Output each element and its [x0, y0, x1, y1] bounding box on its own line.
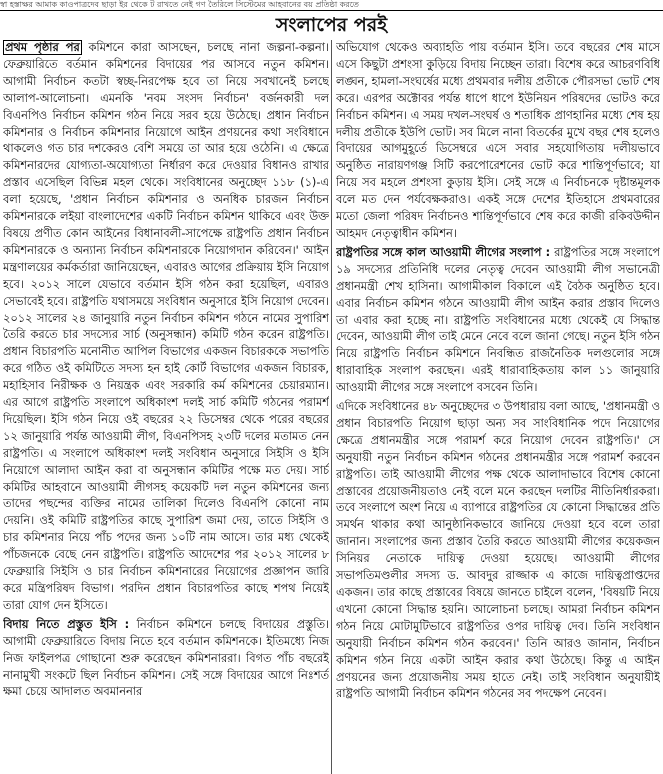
continuation-label[interactable]: প্রথম পৃষ্ঠার পর [5, 41, 80, 54]
paragraph-text: কমিশনে কারা আসছেন, চলছে নানা জল্পনা-কল্পনা। ফেব্রুয়ারিতে বর্তমান কমিশনের বিদায়ের পর আসবে নতুন কমিশন। আগামী নির্বাচন কতটা স্বচ্ছ-নিরপেক্ষ হবে তা নিয়ে সবখানেই চলছে আলাপ-আলোচনা। এমনকি 'নবম সংসদ নির্বাচন' বর্জনকারী দল বিএনপিও নির্বাচন কমিশন গঠন নিয়ে সরব হয়ে উঠেছে। প্রধান নির্বাচন কমিশনার ও নির্বাচন কমিশনার নিয়োগে আইন প্রণয়নের কথা সংবিধানে থাকলেও গত চার দশকেরও বেশি সময়ে তা আর হয়ে ওঠেনি। এ ক্ষেত্রে কমিশনারদের যোগ্যতা-অযোগ্যতা নির্ধারণ করে দেওয়ার বিধানও রাখার প্রস্তাব এসেছিল বিভিন্ন মহল থেকে। সংবিধানের অনুচ্ছেদ ১১৮ (১)-এ বলা হয়েছে, 'প্রধান নির্বাচন কমিশনার ও অনধিক চারজন নির্বাচন কমিশনারকে লইয়া বাংলাদেশের একটি নির্বাচন কমিশন থাকিবে এবং উক্ত বিষয়ে প্রণীত কোন আইনের বিধানাবলী-সাপেক্ষে রাষ্ট্রপতি প্রধান নির্বাচন কমিশনারকে ও অন্যান্য নির্বাচন কমিশনারকে নিয়োগদান করিবেন।' আইন মন্ত্রণালয়ের কর্মকর্তারা জানিয়েছেন, এবারও আগের প্রক্রিয়ায় ইসি নিয়োগ হবে। ২০১২ সালে যেভাবে বর্তমান ইসি গঠন করা হয়েছিল, এবারও সেভাবেই হবে। রাষ্ট্রপতি যথাসময়ে সংবিধান অনুসারে ইসি নিয়োগ দেবেন। ২০১২ সালের ২৪ জানুয়ারি নতুন নির্বাচন কমিশন গঠনে নামের সুপারিশ তৈরি করতে চার সদস্যের সার্চ (অনুসন্ধান) কমিটি গঠন করেন রাষ্ট্রপতি। প্রধান বিচারপতি মনোনীত আপিল বিভাগের একজন বিচারককে সভাপতি করে গঠিত ওই কমিটিতে সদস্য হন হাই কোর্ট বিভাগের একজন বিচারক, মহাহিসাব নিরীক্ষক ও নিয়ন্ত্রক এবং সরকারি কর্ম কমিশনের চেয়ারম্যান। এর আগে রাষ্ট্রপতি সংলাপে অধিকাংশ দলই সার্চ কমিটি গঠনের পরামর্শ দিয়েছিল। ইসি গঠন নিয়ে ওই বছরের ২২ ডিসেম্বর থেকে পরের বছরের ১২ জানুয়ারি পর্যন্ত আওয়ামী লীগ, বিএনপিসহ ২৩টি দলের মতামত নেন রাষ্ট্রপতি। এ সংলাপে অধিকাংশ দলই সংবিধান অনুসারে সিইসি ও ইসি নিয়োগে আলাদা আইন করা বা অনুসন্ধান কমিটির পক্ষে মত দেয়। সার্চ কমিটির আহবানে আওয়ামী লীগসহ কয়েকটি দল নতুন কমিশনের জন্য তাদের পছন্দের ব্যক্তির নামের তালিকা দিলেও বিএনপি কোনো নাম দেয়নি। ওই কমিটি রাষ্ট্রপতির কাছে সুপারিশ জমা দেয়, তাতে সিইসি ও চার কমিশনার নিয়ে পাঁচ পদের জন্য ১০টি নাম আসে। তার মধ্য থেকেই পাঁচজনকে বেছে নেন রাষ্ট্রপতি। রাষ্ট্রপতি আদেশের পর ২০১২ সালের ৮ ফেব্রুয়ারি সিইসি ও চার নির্বাচন কমিশনারের নিয়োগের প্রজ্ঞাপন জারি করে মন্ত্রিপরিষদ বিভাগ। পরদিন প্রধান বিচারপতির কাছে শপথ নিয়েই তারা যোগ দেন ইসিতে। [3, 41, 329, 612]
headline-rule [0, 10, 663, 11]
paragraph-ec-praise [336, 40, 660, 243]
previous-article-strip: স্বা হস্তাক্ষর আমাক কাওপাত্রদেব ছাড়া ইর থেকে ট রাখতে নেই গণ তৈরিলে সিস্টেমের আহবানের বয় প্রতিষ্ঠা করতে [0, 0, 359, 9]
paragraph-text: অভিযোগ থেকেও অব্যাহতি পায় বর্তমান ইসি। তবে বছরের শেষ মাসে এসে কিছুটা প্রশংসা কুড়িয়ে বিদায় নিচ্ছেন তারা। বিশেষ করে আচরণবিধি লঙ্ঘন, হামলা-সংঘর্ষের মধ্যে প্রথমবার দলীয় প্রতীকে পৌরসভা ভোট শেষ করে। এরপর অক্টোবর পর্যন্ত ধাপে ধাপে ইউনিয়ন পরিষদের ভোটও করে নির্বাচন কমিশন। এ সময় দখল-সংঘর্ষ ও শতাধিক প্রাণহানির মধ্যে শেষ হয় দলীয় প্রতীকে ইউপি ভোট। সব মিলে নানা বিতর্কের মুখে বছর শেষ হলেও বিদায়ের আগমুহূর্তে ডিসেম্বরে এসে সবার সহযোগিতায় দলীয়ভাবে অনুষ্ঠিত নারায়ণগঞ্জ সিটি করপোরেশনের ভোট করে শান্তিপূর্ণভাবে; যা নিয়ে সব মহলে প্রশংসা কুড়ায় ইসি। সেই সঙ্গে এ নির্বাচনকে দৃষ্টান্তমূলক বলে মত দেন পর্যবেক্ষকরাও। একই সঙ্গে দেশের ইতিহাসে প্রথমবারের মতো জেলা পরিষদ নির্বাচনও শান্তিপূর্ণভাবে শেষ করে কাজী রকিবউদ্দীন আহমদ নেতৃত্বাধীন কমিশন। [336, 41, 660, 240]
article-column-right [336, 40, 660, 774]
column-divider [331, 40, 332, 774]
subhead-president-dialogue: রাষ্ট্রপতির সঙ্গে কাল আওয়ামী লীগের সংলাপ : [336, 245, 551, 259]
subhead-ec-departure: বিদায় নিতে প্রস্তুত ইসি : [3, 617, 130, 631]
paragraph-continuation [3, 40, 329, 615]
paragraph-text: রাষ্ট্রপতির সঙ্গে সংলাপে ১৯ সদস্যের প্রতিনিধি দলের নেতৃত্ব দেবেন আওয়ামী লীগ সভানেত্রী প্রধানমন্ত্রী শেখ হাসিনা। আগামীকাল বিকালে এই বৈঠক অনুষ্ঠিত হবে। এবার নির্বাচন কমিশন গঠনে আওয়ামী লীগ আইন করার প্রস্তাব দিলেও তা এবার করা হচ্ছে না। রাষ্ট্রপতি সংবিধানের মধ্যে থেকেই যে সিদ্ধান্ত দেবেন, আওয়ামী লীগ তাই মেনে নেবে বলে জানা গেছে। নতুন ইসি গঠন নিয়ে রাষ্ট্রপতি নির্বাচন কমিশনে নিবন্ধিত রাজনৈতিক দলগুলোর সঙ্গে ধারাবাহিক সংলাপ করছেন। এরই ধারাবাহিকতায় কাল ১১ জানুয়ারি আওয়ামী লীগের সঙ্গে সংলাপে বসবেন তিনি। [336, 245, 660, 395]
paragraph-text: এদিকে সংবিধানের ৪৮ অনুচ্ছেদের ৩ উপধারায় বলা আছে, 'প্রধানমন্ত্রী ও প্রধান বিচারপতি নিয়োগ ছাড়া অন্য সব সাংবিধানিক পদে নিয়োগের ক্ষেত্রে প্রধানমন্ত্রীর সঙ্গে পরামর্শ করে নিয়োগ দেবেন রাষ্ট্রপতি।' সে অনুযায়ী নতুন নির্বাচন কমিশন গঠনের প্রধানমন্ত্রীর সঙ্গে পরামর্শ করবেন রাষ্ট্রপতি। তাই আওয়ামী লীগের পক্ষ থেকে আলাদাভাবে বিশেষ কোনো প্রস্তাবের প্রয়োজনীয়তাও নেই বলে মনে করছেন দলটির নীতিনির্ধারকরা। তবে সংলাপে অংশ নিয়ে এ ব্যাপারে রাষ্ট্রপতির যে কোনো সিদ্ধান্তের প্রতি সমর্থন থাকার কথা আনুষ্ঠানিকভাবে জানিয়ে দেওয়া হবে বলে তারা জানান। সংলাপের জন্য প্রস্তাব তৈরি করতে আওয়ামী লীগের কয়েকজন সিনিয়র নেতাকে দায়িত্ব দেওয়া হয়েছে। আওয়ামী লীগের সভাপতিমণ্ডলীর সদস্য ড. আবদুর রাজ্জাক এ কাজে দায়িত্বপ্রাপ্তদের একজন। তার কাছে প্রস্তাবের বিষয়ে জানতে চাইলে বলেন, 'বিষয়টি নিয়ে এখনো কোনো সিদ্ধান্ত হয়নি। আলোচনা চলছে। আমরা নির্বাচন কমিশন গঠন নিয়ে মোটামুটিভাবে রাষ্ট্রপতির ওপর দায়িত্ব দেব। তিনি সংবিধান অনুযায়ী নির্বাচন কমিশন গঠন করবেন।' তিনি আরও জানান, নির্বাচন কমিশন গঠন নিয়ে একটা আইন করার কথা উঠেছে। কিন্তু এ আইন প্রণয়নের জন্য প্রয়োজনীয় সময় হাতে নেই। তাই সংবিধান অনুযায়ীই রাষ্ট্রপতি আগামী নির্বাচন কমিশন গঠনের সব পদক্ষেপ নেবেন। [336, 400, 660, 701]
paragraph-text: নির্বাচন কমিশনে চলছে বিদায়ের প্রস্তুতি। আগামী ফেব্রুয়ারিতে বিদায় নিতে হবে বর্তমান কমিশনকে। ইতিমধ্যে নিজ নিজ ফাইলপত্র গোছানো শুরু করেছেন কমিশনাররা। বিগত পাঁচ বছরেই নানামুখী সংকটে ছিল নির্বাচন কমিশন। সেই সঙ্গে বিদায়ের আগে নিঃশর্ত ক্ষমা চেয়ে আদালত অবমাননার [3, 617, 329, 699]
paragraph-president-dialogue [336, 245, 660, 397]
paragraph-constitution [336, 399, 660, 703]
article-headline: সংলাপের পরই [275, 14, 388, 36]
article-column-left [3, 40, 329, 774]
paragraph-ec-departure [3, 617, 329, 702]
